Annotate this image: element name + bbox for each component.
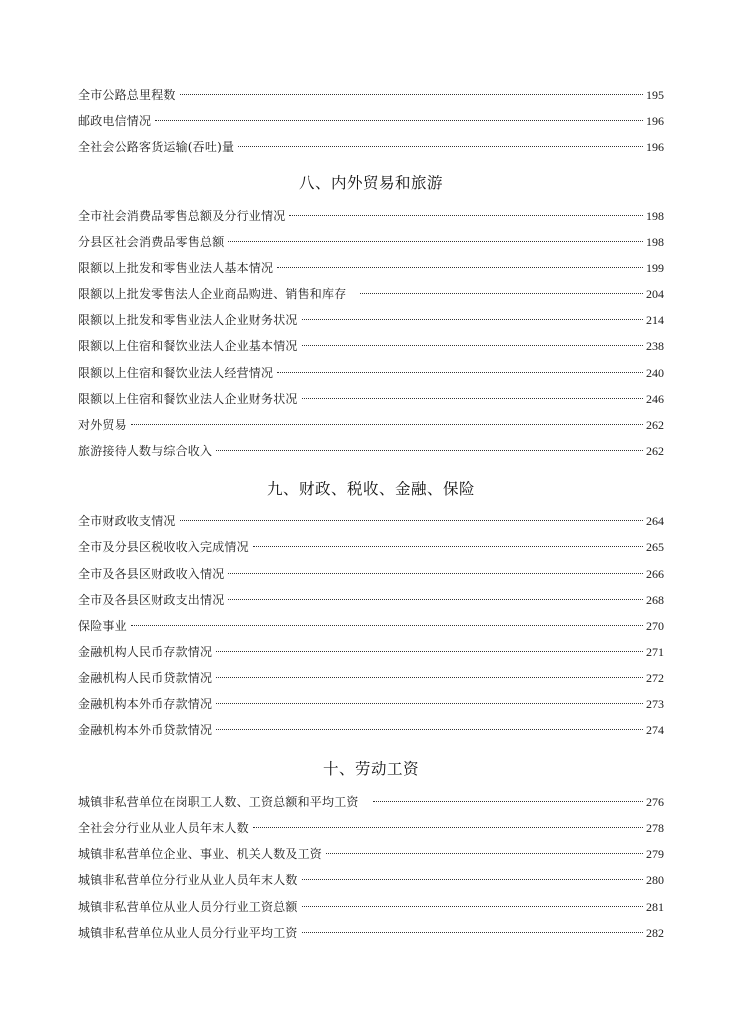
toc-entry-title: 限额以上住宿和餐饮业法人经营情况 [78, 366, 274, 380]
toc-entry[interactable] [78, 416, 664, 434]
toc-entry-title: 限额以上住宿和餐饮业法人企业财务状况 [78, 392, 298, 406]
toc-entry-title: 全市财政收支情况 [78, 514, 176, 528]
toc-entry-title: 全市及分县区税收收入完成情况 [78, 540, 249, 554]
toc-entry-page: 268 [646, 593, 664, 607]
toc-entry[interactable] [78, 617, 664, 635]
toc-entry-page: 198 [646, 209, 664, 223]
toc-entry-page: 195 [646, 88, 664, 102]
toc-entry[interactable] [78, 364, 664, 382]
toc-entry-title: 全社会分行业从业人员年末人数 [78, 821, 249, 835]
toc-entry-title: 城镇非私营单位在岗职工人数、工资总额和平均工资 [78, 795, 359, 809]
toc-entry-page: 271 [646, 645, 664, 659]
toc-entry-title: 金融机构人民币贷款情况 [78, 671, 213, 685]
toc-entry-page: 270 [646, 619, 664, 633]
toc-entry[interactable] [78, 538, 664, 556]
toc-entry-page: 280 [646, 873, 664, 887]
dot-leader [302, 879, 643, 880]
dot-leader [302, 906, 643, 907]
toc-entry[interactable] [78, 793, 664, 811]
toc-entry[interactable] [78, 285, 664, 303]
toc-entry-title: 金融机构本外币贷款情况 [78, 723, 213, 737]
toc-entry-title: 邮政电信情况 [78, 114, 152, 128]
section-heading: 十、劳动工资 [322, 760, 419, 778]
toc-entry-page: 264 [646, 514, 664, 528]
toc-entry-page: 276 [646, 795, 664, 809]
toc-entry-page: 196 [646, 140, 664, 154]
toc-entry-title: 城镇非私营单位从业人员分行业工资总额 [78, 900, 298, 914]
toc-entry[interactable] [78, 565, 664, 583]
toc-entry[interactable] [78, 337, 664, 355]
dot-leader [373, 801, 643, 802]
toc-entry-title: 全社会公路客货运输(吞吐)量 [78, 140, 235, 154]
dot-leader [302, 398, 643, 399]
toc-entry-page: 238 [646, 339, 664, 353]
dot-leader [360, 293, 643, 294]
toc-entry-title: 金融机构人民币存款情况 [78, 645, 213, 659]
toc-entry-title: 全市公路总里程数 [78, 88, 176, 102]
dot-leader [238, 146, 643, 147]
dot-leader [289, 215, 643, 216]
toc-entry[interactable] [78, 721, 664, 739]
dot-leader [253, 546, 643, 547]
toc-entry[interactable] [78, 259, 664, 277]
toc-entry-page: 246 [646, 392, 664, 406]
dot-leader [216, 450, 643, 451]
toc-entry-page: 265 [646, 540, 664, 554]
toc-entry[interactable] [78, 898, 664, 916]
dot-leader [216, 729, 643, 730]
toc-entry[interactable] [78, 138, 664, 156]
dot-leader [155, 120, 643, 121]
toc-entry[interactable] [78, 669, 664, 687]
toc-entry-page: 240 [646, 366, 664, 380]
toc-entry[interactable] [78, 86, 664, 104]
toc-entry[interactable] [78, 924, 664, 942]
dot-leader [131, 625, 643, 626]
toc-entry-title: 城镇非私营单位从业人员分行业平均工资 [78, 926, 298, 940]
section-heading: 九、财政、税收、金融、保险 [266, 480, 475, 498]
toc-entry-page: 214 [646, 313, 664, 327]
toc-entry-page: 279 [646, 847, 664, 861]
toc-entry[interactable] [78, 819, 664, 837]
toc-entry-title: 对外贸易 [78, 418, 127, 432]
toc-entry[interactable] [78, 390, 664, 408]
dot-leader [180, 94, 643, 95]
toc-entry[interactable] [78, 112, 664, 130]
dot-leader [216, 651, 643, 652]
toc-entry[interactable] [78, 442, 664, 460]
toc-entry-title: 限额以上批发零售法人企业商品购进、销售和库存 [78, 287, 347, 301]
dot-leader [326, 853, 643, 854]
dot-leader [277, 267, 643, 268]
dot-leader [302, 319, 643, 320]
dot-leader [228, 241, 643, 242]
dot-leader [277, 372, 643, 373]
toc-entry-page: 278 [646, 821, 664, 835]
section-heading: 八、内外贸易和旅游 [298, 174, 443, 192]
toc-entry-page: 266 [646, 567, 664, 581]
dot-leader [216, 703, 643, 704]
toc-entry-page: 273 [646, 697, 664, 711]
dot-leader [302, 932, 643, 933]
toc-entry-page: 262 [646, 418, 664, 432]
toc-entry[interactable] [78, 871, 664, 889]
dot-leader [228, 573, 643, 574]
toc-entry[interactable] [78, 591, 664, 609]
toc-entry-title: 城镇非私营单位分行业从业人员年末人数 [78, 873, 298, 887]
toc-entry-title: 保险事业 [78, 619, 127, 633]
toc-entry-page: 281 [646, 900, 664, 914]
toc-entry[interactable] [78, 643, 664, 661]
toc-entry-title: 城镇非私营单位企业、事业、机关人数及工资 [78, 847, 323, 861]
toc-entry-title: 分县区社会消费品零售总额 [78, 235, 225, 249]
dot-leader [180, 520, 643, 521]
toc-entry[interactable] [78, 207, 664, 225]
dot-leader [302, 345, 643, 346]
toc-entry[interactable] [78, 695, 664, 713]
dot-leader [131, 424, 643, 425]
dot-leader [216, 677, 643, 678]
toc-entry[interactable] [78, 512, 664, 530]
toc-entry-page: 282 [646, 926, 664, 940]
toc-entry-title: 金融机构本外币存款情况 [78, 697, 213, 711]
toc-entry-page: 262 [646, 444, 664, 458]
toc-entry-page: 198 [646, 235, 664, 249]
toc-entry-title: 全市及各县区财政收入情况 [78, 567, 225, 581]
toc-entry[interactable] [78, 311, 664, 329]
toc-entry-title: 限额以上批发和零售业法人企业财务状况 [78, 313, 298, 327]
toc-entry-title: 全市及各县区财政支出情况 [78, 593, 225, 607]
toc-entry-page: 274 [646, 723, 664, 737]
toc-entry-title: 限额以上批发和零售业法人基本情况 [78, 261, 274, 275]
toc-entry[interactable] [78, 233, 664, 251]
toc-entry-page: 204 [646, 287, 664, 301]
toc-entry-page: 272 [646, 671, 664, 685]
toc-entry-title: 旅游接待人数与综合收入 [78, 444, 213, 458]
toc-entry-title: 全市社会消费品零售总额及分行业情况 [78, 209, 286, 223]
toc-entry-page: 196 [646, 114, 664, 128]
dot-leader [228, 599, 643, 600]
toc-entry[interactable] [78, 845, 664, 863]
toc-entry-page: 199 [646, 261, 664, 275]
toc-entry-title: 限额以上住宿和餐饮业法人企业基本情况 [78, 339, 298, 353]
dot-leader [253, 827, 643, 828]
